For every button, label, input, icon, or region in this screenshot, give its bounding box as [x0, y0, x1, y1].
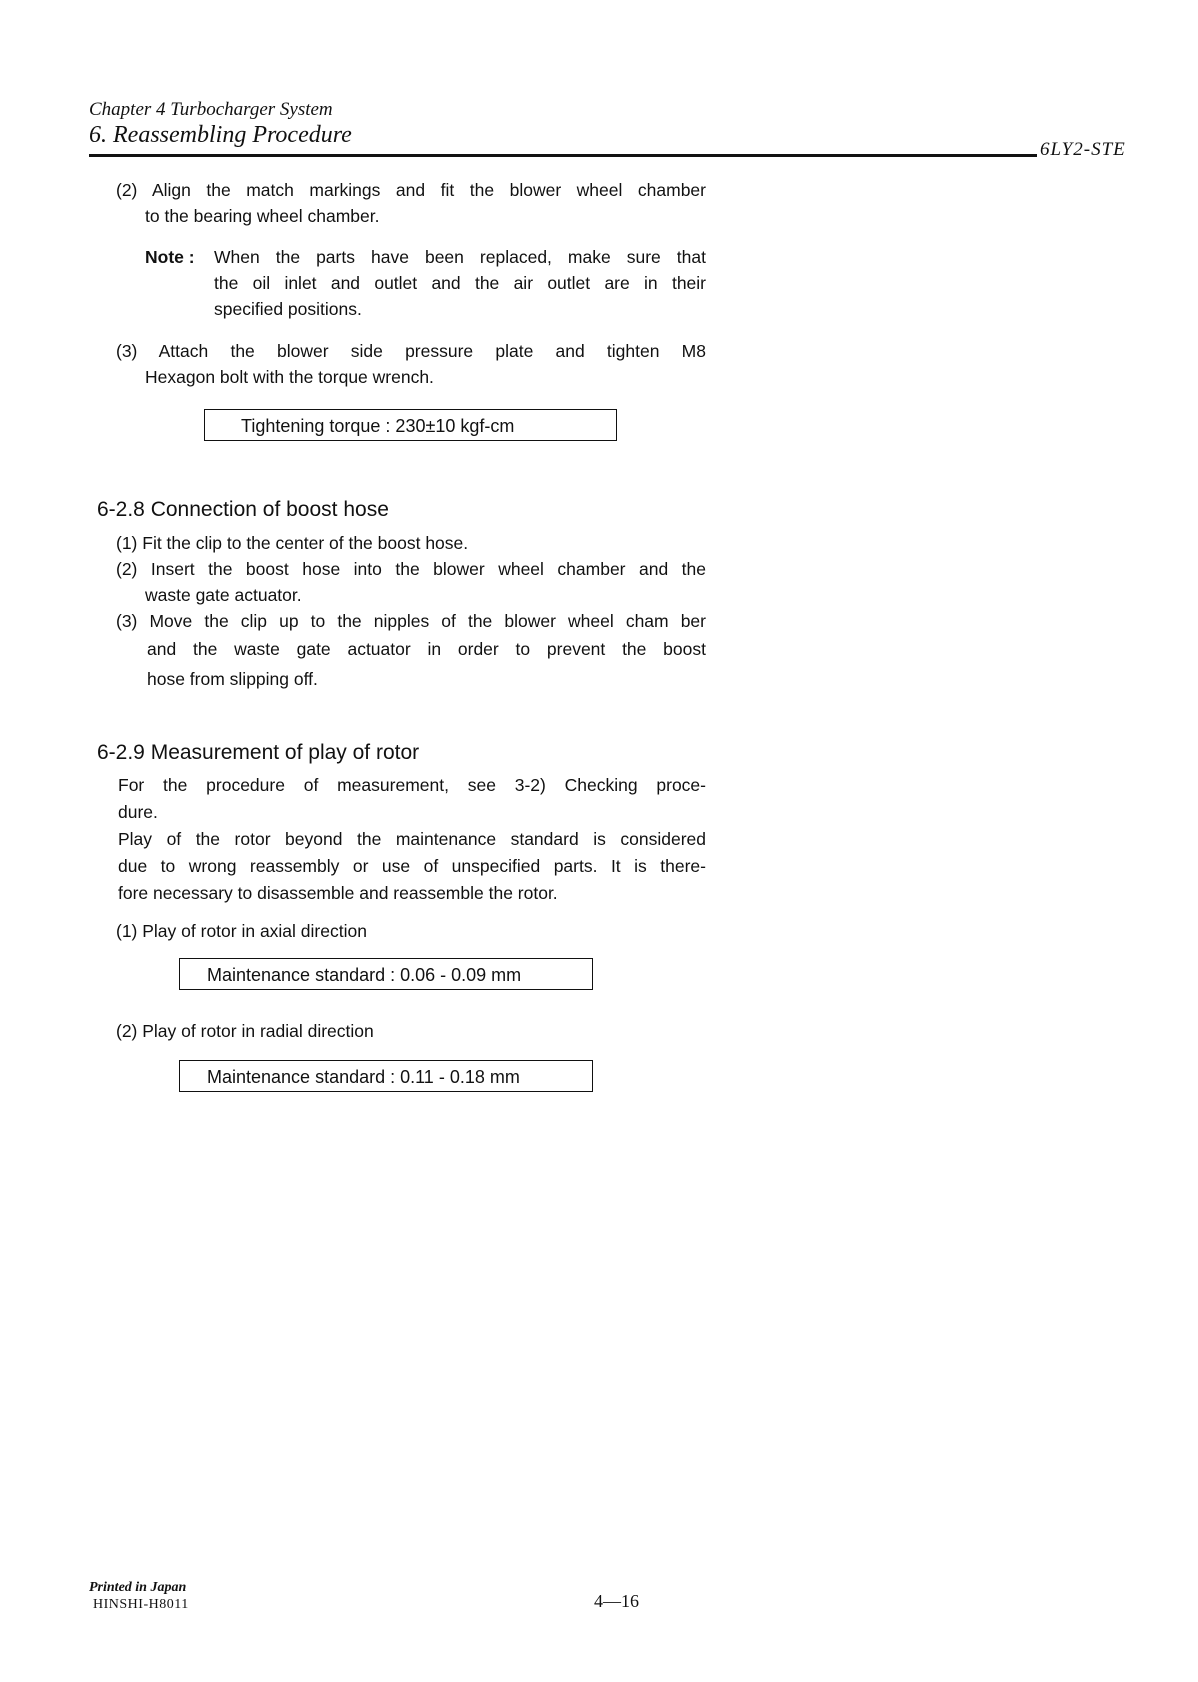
radial-item [116, 1018, 374, 1044]
model-label: 6LY2-STE [1040, 139, 1126, 160]
document-code: HINSHI-H8011 [93, 1597, 189, 1612]
note-line-1: When the parts have been replaced, make sure that [214, 247, 706, 267]
step-3-line-1: (3) Attach the blower side pressure plate and tighten M8 [116, 341, 706, 361]
section-628-item-1: (1) Fit the clip to the center of the boost hose. [116, 533, 469, 553]
note-label: Note : [145, 247, 195, 267]
note-line-3: specified positions. [214, 299, 362, 319]
printed-in-label: Printed in Japan [89, 1580, 187, 1595]
radial-item-label: (2) Play of rotor in radial direction [116, 1021, 374, 1041]
axial-item [116, 918, 367, 944]
section-629-paragraphs [118, 772, 706, 907]
section-628-items [116, 530, 706, 694]
note-block [145, 244, 706, 322]
section-628-item-2-line-2: waste gate actuator. [145, 585, 302, 605]
section-629-heading: 6-2.9 Measurement of play of rotor [97, 741, 420, 764]
axial-item-label: (1) Play of rotor in axial direction [116, 921, 367, 941]
section-628-item-3-line-3: hose from slipping off. [147, 669, 318, 689]
header-rule [89, 154, 1037, 157]
step-2 [116, 177, 706, 229]
section-628-heading: 6-2.8 Connection of boost hose [97, 498, 389, 521]
step-2-line-2: to the bearing wheel chamber. [145, 206, 380, 226]
axial-spec-box: Maintenance standard : 0.06 - 0.09 mm [179, 958, 593, 990]
page-number: 4—16 [594, 1591, 639, 1611]
section-629-para-1-line-2: dure. [118, 802, 158, 822]
section-629-para-2-line-2: due to wrong reassembly or use of unspecified parts. It is there- [118, 856, 706, 876]
step-3 [116, 338, 706, 390]
step-2-line-1: (2) Align the match markings and fit the blower wheel chamber [116, 180, 706, 200]
radial-spec-box: Maintenance standard : 0.11 - 0.18 mm [179, 1060, 593, 1092]
section-629-para-2-line-1: Play of the rotor beyond the maintenance standard is considered [118, 829, 706, 849]
section-title: 6. Reassembling Procedure [89, 122, 352, 148]
note-line-2: the oil inlet and outlet and the air outlet are in their [214, 273, 706, 293]
section-629-para-1-line-1: For the procedure of measurement, see 3-2) Checking proce- [118, 775, 706, 795]
section-628-item-2-line-1: (2) Insert the boost hose into the blower wheel chamber and the [116, 559, 706, 579]
step-3-line-2: Hexagon bolt with the torque wrench. [145, 367, 434, 387]
torque-spec-box: Tightening torque : 230±10 kgf-cm [204, 409, 617, 441]
section-628-item-3-line-1: (3) Move the clip up to the nipples of the blower wheel cham ber [116, 611, 706, 631]
section-628-item-3-line-2: and the waste gate actuator in order to prevent the boost [147, 639, 706, 659]
chapter-title: Chapter 4 Turbocharger System [89, 99, 333, 120]
section-629-para-2-line-3: fore necessary to disassemble and reassemble the rotor. [118, 883, 558, 903]
